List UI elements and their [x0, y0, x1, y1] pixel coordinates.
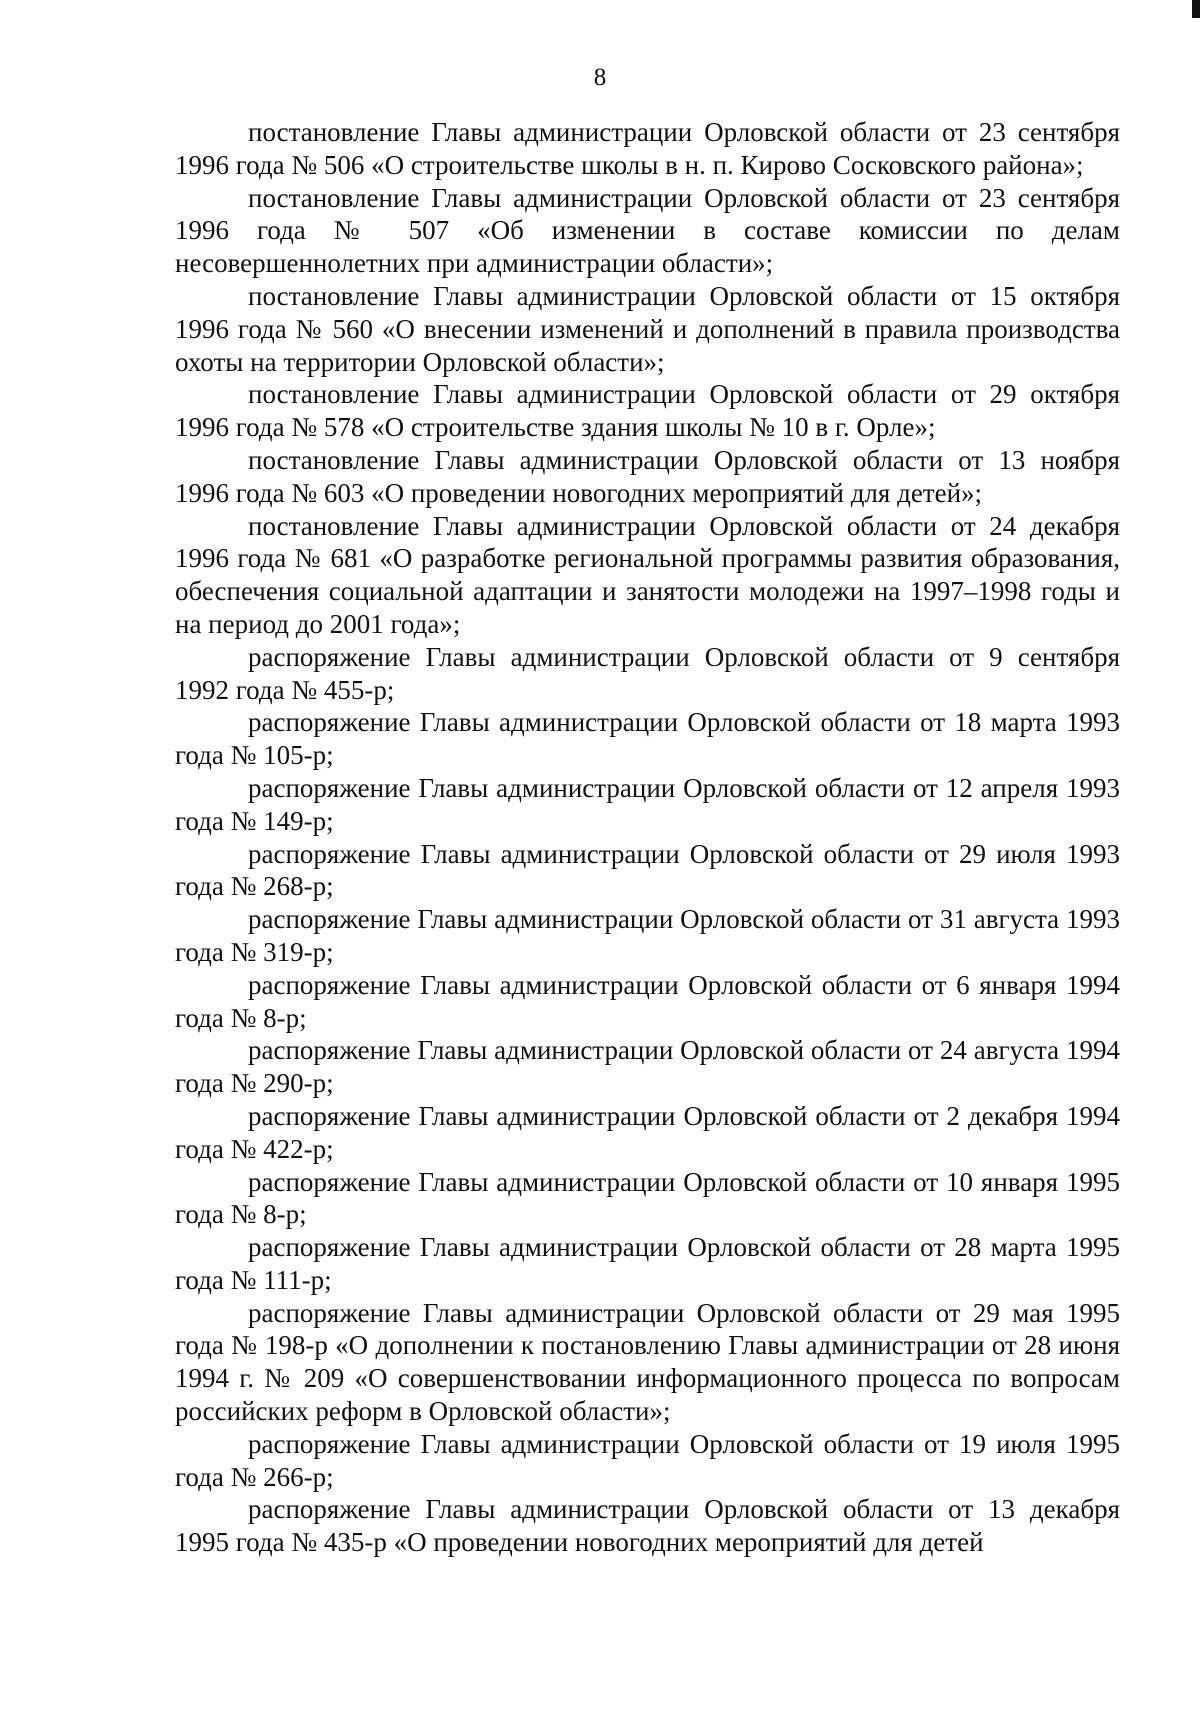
- list-item: распоряжение Главы администрации Орловской области от 10 января 1995 года № 8-р;: [175, 1166, 1120, 1230]
- list-item: распоряжение Главы администрации Орловской области от 9 сентября 1992 года № 455-р;: [175, 641, 1120, 705]
- list-item: распоряжение Главы администрации Орловской области от 19 июля 1995 года № 266-р;: [175, 1428, 1120, 1492]
- list-item: распоряжение Главы администрации Орловской области от 28 марта 1995 года № 111-р;: [175, 1232, 1120, 1295]
- list-item: распоряжение Главы администрации Орловской области от 13 декабря 1995 года № 435-р «О проведении новогодних мероприятий для детей: [175, 1494, 1120, 1558]
- list-item: постановление Главы администрации Орловской области от 13 ноября 1996 года № 603 «О проведении новогодних мероприятий для детей»;: [175, 444, 1120, 508]
- list-item: постановление Главы администрации Орловской области от 15 октября 1996 года № 560 «О внесении изменений и дополнений в правила производства охоты на территории Орловской области»;: [175, 280, 1120, 377]
- list-item: распоряжение Главы администрации Орловской области от 12 апреля 1993 года № 149-р;: [175, 772, 1120, 836]
- list-item: постановление Главы администрации Орловской области от 24 декабря 1996 года № 681 «О разработке региональной программы развития образования, обеспечения социальной адаптации и занятости молодежи на 1997–1998 годы и на период до 2001 года»;: [175, 510, 1120, 639]
- list-item: распоряжение Главы администрации Орловской области от 31 августа 1993 года № 319-р;: [175, 904, 1120, 967]
- list-item: постановление Главы администрации Орловской области от 23 сентября 1996 года № 507 «Об изменении в составе комиссии по делам несовершеннолетних при администрации области»;: [175, 182, 1120, 279]
- list-item: распоряжение Главы администрации Орловской области от 24 августа 1994 года № 290-р;: [175, 1035, 1120, 1099]
- scan-edge-mark: [1192, 0, 1200, 18]
- list-item: постановление Главы администрации Орловской области от 29 октября 1996 года № 578 «О строительстве здания школы № 10 в г. Орле»;: [175, 379, 1120, 443]
- list-item: распоряжение Главы администрации Орловской области от 29 июля 1993 года № 268-р;: [175, 838, 1120, 902]
- list-item: распоряжение Главы администрации Орловской области от 29 мая 1995 года № 198-р «О дополнении к постановлению Главы администрации от 28 июня 1994 г. № 209 «О совершенствовании информационного процесса по вопросам российских реформ в Орловской области»;: [175, 1297, 1120, 1427]
- list-item: распоряжение Главы администрации Орловской области от 18 марта 1993 года № 105-р;: [175, 707, 1120, 771]
- list-item: распоряжение Главы администрации Орловской области от 2 декабря 1994 года № 422-р;: [175, 1100, 1120, 1164]
- document-body: [175, 116, 1120, 1559]
- list-item: постановление Главы администрации Орловской области от 23 сентября 1996 года № 506 «О строительстве школы в н. п. Кирово Сосковского района»;: [175, 117, 1120, 180]
- list-item: распоряжение Главы администрации Орловской области от 6 января 1994 года № 8-р;: [175, 969, 1120, 1033]
- page-number: 8: [593, 64, 607, 91]
